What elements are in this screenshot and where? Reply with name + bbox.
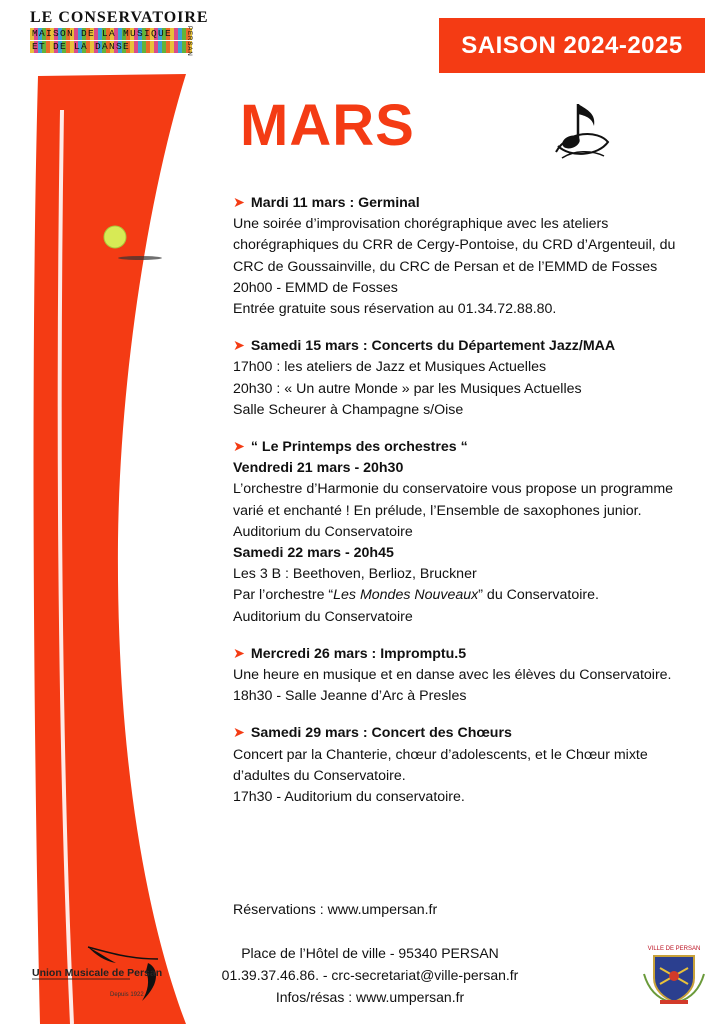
- event-line: Entrée gratuite sous réservation au 01.34.72.88.80.: [233, 301, 557, 318]
- event-title: “ Le Printemps des orchestres “: [250, 439, 468, 456]
- orchestra-name: Les Mondes Nouveaux: [333, 587, 479, 604]
- arrow-bullet-icon: ➤: [233, 439, 245, 456]
- event-1: [233, 193, 693, 320]
- event-line: 17h00 : les ateliers de Jazz et Musiques Actuelles: [233, 359, 547, 376]
- footer-address: Place de l’Hôtel de ville - 95340 PERSAN: [241, 945, 499, 961]
- event-line: 20h30 : « Un autre Monde » par les Musiques Actuelles: [233, 380, 582, 397]
- conservatoire-logo: [30, 9, 209, 60]
- event-subtitle: Vendredi 21 mars - 20h30: [233, 460, 404, 477]
- footer-phone-email: 01.39.37.46.86. - crc-secretariat@ville-persan.fr: [221, 967, 519, 983]
- event-line: Auditorium du Conservatoire: [233, 523, 413, 540]
- arrow-bullet-icon: ➤: [233, 195, 245, 211]
- event-line: Salle Scheurer à Champagne s/Oise: [233, 401, 464, 418]
- red-swoosh-decoration: [0, 70, 200, 1024]
- arrow-bullet-icon: ➤: [233, 338, 245, 355]
- month-title: MARS: [240, 93, 415, 158]
- events-list: [233, 193, 693, 824]
- event-line: 17h30 - Auditorium du conservatoire.: [233, 789, 465, 806]
- event-title: Samedi 29 mars : Concert des Chœurs: [250, 725, 512, 742]
- saison-banner: SAISON 2024-2025: [439, 18, 705, 73]
- event-line: Une heure en musique et en danse avec les élèves du Conservatoire.: [233, 667, 672, 684]
- logo-title: LE CONSERVATOIRE: [30, 9, 209, 26]
- event-line: Les 3 B : Beethoven, Berlioz, Bruckner: [233, 566, 477, 583]
- crest-label: VILLE DE PERSAN: [647, 946, 701, 952]
- event-line: L’orchestre d’Harmonie du conservatoire vous propose un programme varié et enchanté ! En prélude, l’Ensemble de saxophones junior.: [233, 481, 674, 519]
- event-title: Mercredi 26 mars : Impromptu.5: [250, 645, 467, 662]
- reservations-line: Réservations : www.umpersan.fr: [233, 902, 438, 918]
- footer-contact: [200, 942, 540, 1008]
- logo-side-text: PERSAN: [186, 26, 192, 57]
- event-line: Par l’orchestre “Les Mondes Nouveaux” du Conservatoire.: [233, 587, 599, 604]
- event-title: Samedi 15 mars : Concerts du Département Jazz/MAA: [250, 338, 616, 355]
- arrow-bullet-icon: ➤: [233, 725, 245, 742]
- music-note-icon: [548, 100, 614, 166]
- city-crest-icon: [640, 944, 708, 1006]
- event-title: Mardi 11 mars : Germinal: [250, 195, 420, 211]
- event-5: [233, 723, 693, 808]
- event-line: Concert par la Chanterie, chœur d’adolescents, et le Chœur mixte d’adultes du Conservatoire.: [233, 746, 648, 784]
- union-musicale-name: Union Musicale de Persan: [32, 967, 163, 979]
- arrow-bullet-icon: ➤: [233, 645, 245, 662]
- logo-line1: MAISON DE LA MUSIQUE: [30, 28, 192, 40]
- event-line: 20h00 - EMMD de Fosses: [233, 279, 398, 296]
- event-2: [233, 336, 693, 421]
- event-3: [233, 437, 693, 628]
- event-4: [233, 644, 693, 708]
- event-line: Une soirée d’improvisation chorégraphique avec les ateliers chorégraphiques du CRR de Cergy-Pontoise, du CRD d’Argenteuil, du CRC de Goussainville, du CRC de Persan et de l’EMMD de Fosses: [233, 216, 676, 275]
- event-line: Auditorium du Conservatoire: [233, 608, 413, 625]
- event-line: 18h30 - Salle Jeanne d’Arc à Presles: [233, 688, 467, 705]
- event-subtitle: Samedi 22 mars - 20h45: [233, 545, 394, 562]
- logo-line2: ET DE LA DANSE: [30, 41, 192, 53]
- footer-website: Infos/résas : www.umpersan.fr: [275, 989, 465, 1005]
- union-musicale-since: Depuis 1922: [110, 992, 144, 998]
